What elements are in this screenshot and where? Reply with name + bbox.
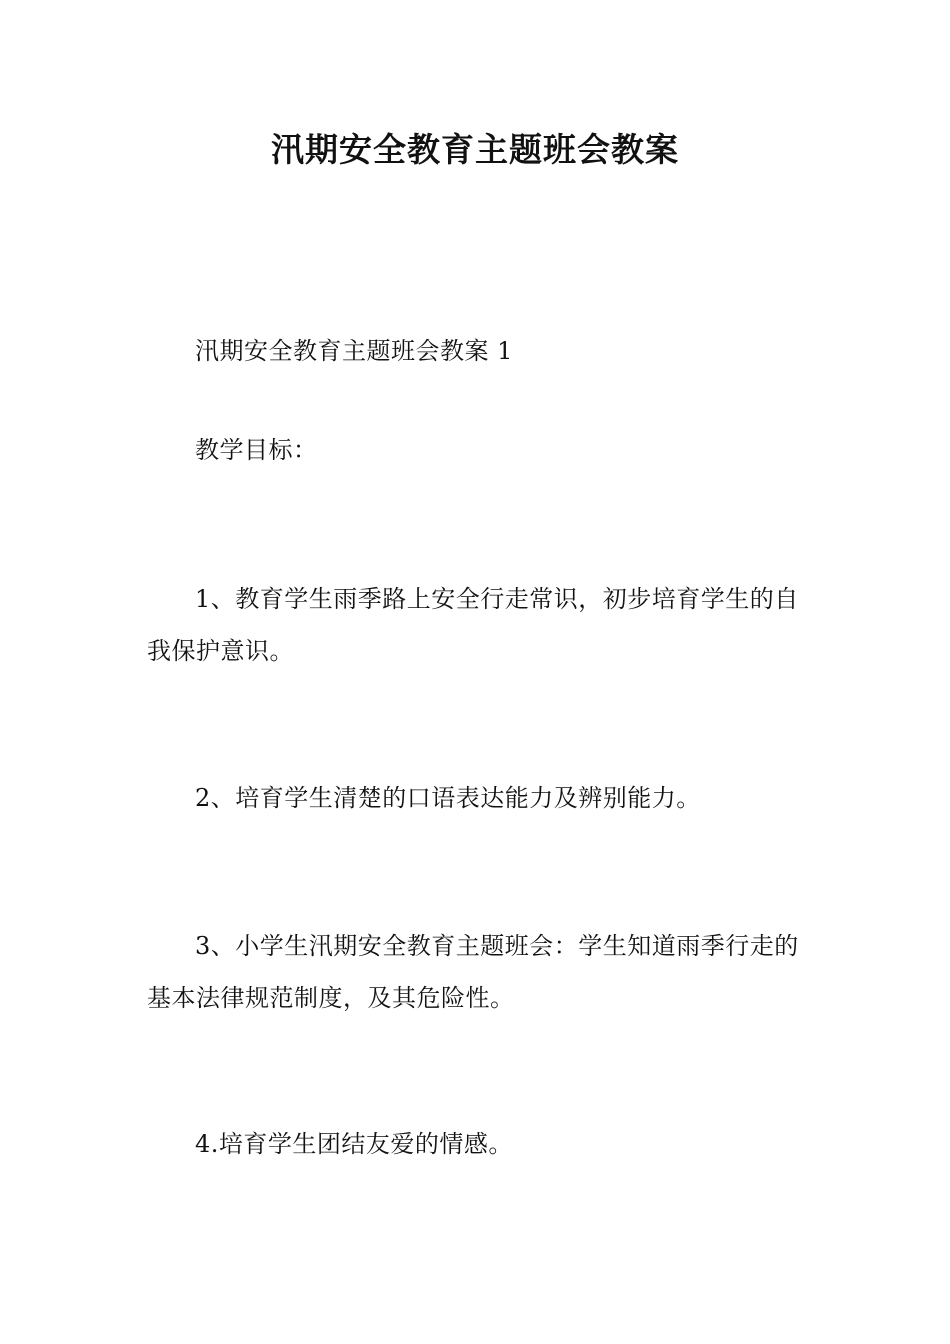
teaching-goals-label: 教学目标： xyxy=(195,436,318,464)
goal-item-3: 3、小学生汛期安全教育主题班会：学生知道雨季行走的基本法律规范制度，及其危险性。 xyxy=(147,932,799,1012)
goal-item-1: 1、教育学生雨季路上安全行走常识，初步培育学生的自我保护意识。 xyxy=(147,585,799,665)
section-heading: 汛期安全教育主题班会教案 1 xyxy=(195,337,513,365)
document-title: 汛期安全教育主题班会教案 xyxy=(271,130,679,169)
goal-item-4: 4.培育学生团结友爱的情感。 xyxy=(195,1130,513,1158)
goal-item-2: 2、培育学生清楚的口语表达能力及辨别能力。 xyxy=(195,784,701,812)
